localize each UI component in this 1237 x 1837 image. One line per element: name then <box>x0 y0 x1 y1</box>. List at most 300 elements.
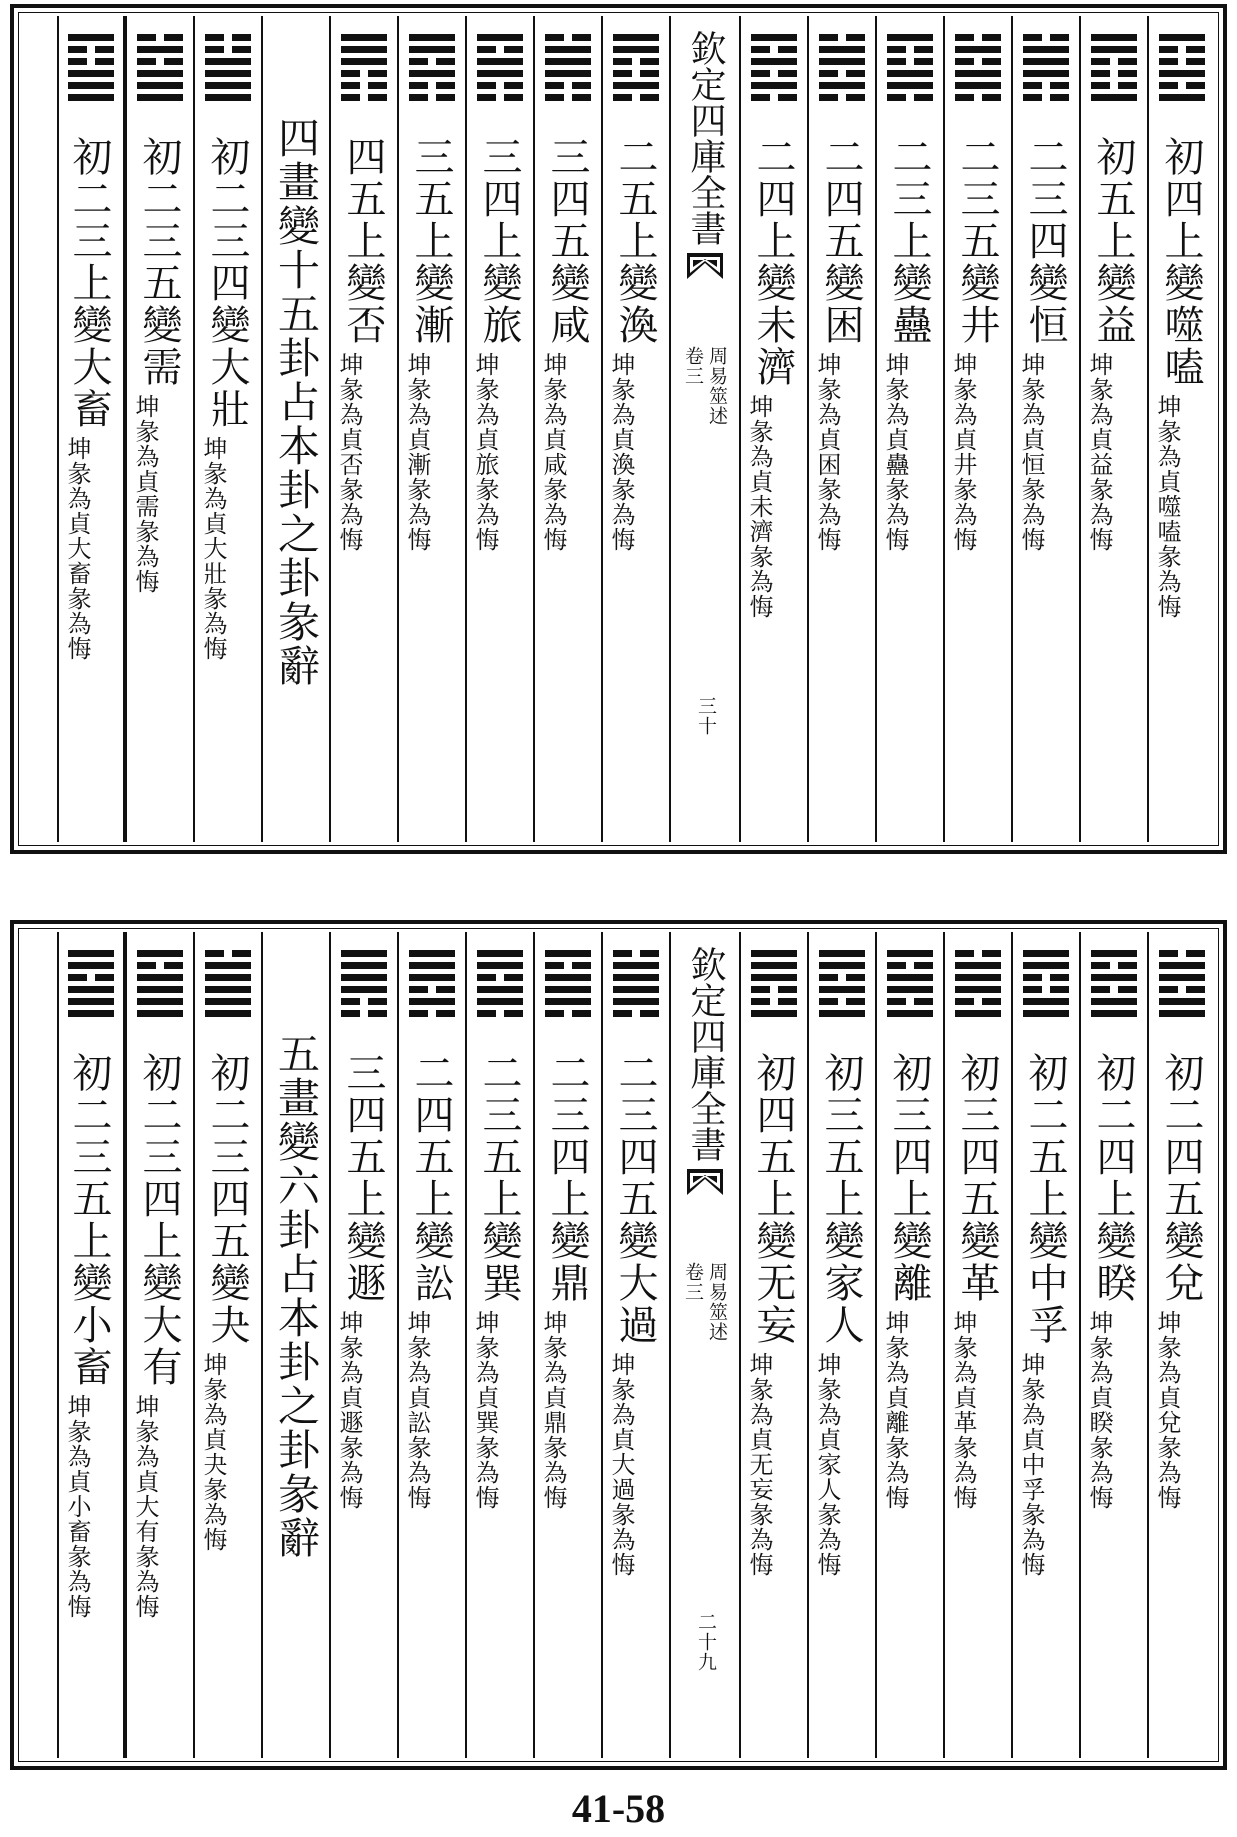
volume-label: 卷三 <box>682 346 704 386</box>
hexagram-icon <box>1091 34 1137 106</box>
line-segment <box>205 1010 251 1017</box>
line-segment <box>436 986 455 993</box>
section-heading-column <box>261 16 329 842</box>
hexagram-icon <box>613 950 659 1022</box>
hexagram-icon <box>819 34 865 106</box>
line-segment <box>95 974 114 981</box>
line-segment <box>341 94 360 101</box>
yin-line <box>613 94 659 101</box>
line-segment <box>1159 46 1178 53</box>
yang-line <box>613 998 659 1005</box>
yin-line <box>955 998 1001 1005</box>
hexagram-change-label: 四五上變否 <box>340 136 386 346</box>
line-segment <box>477 58 523 65</box>
line-segment <box>137 82 183 89</box>
volume-label: 卷三 <box>682 1262 704 1302</box>
center-fold-column <box>669 932 739 1758</box>
line-segment <box>887 94 906 101</box>
line-segment <box>477 1010 496 1017</box>
line-segment <box>751 998 770 1005</box>
judgment-note: 坤彖為貞需彖為悔 <box>131 394 159 594</box>
judgment-note: 坤彖為貞益彖為悔 <box>1085 352 1113 552</box>
yin-line <box>477 974 523 981</box>
yang-line <box>205 962 251 969</box>
line-segment <box>846 70 865 77</box>
yin-line <box>68 974 114 981</box>
hexagram-icon <box>1023 34 1069 106</box>
yin-line <box>613 58 659 65</box>
line-segment <box>205 962 251 969</box>
line-segment <box>68 974 87 981</box>
yang-line <box>205 986 251 993</box>
yang-line <box>1091 998 1137 1005</box>
yang-line <box>1091 974 1137 981</box>
hexagram-icon <box>1023 950 1069 1022</box>
line-segment <box>640 1010 659 1017</box>
line-segment <box>955 46 1001 53</box>
line-segment <box>751 82 797 89</box>
hexagram-column <box>533 932 601 1758</box>
line-segment <box>1023 70 1069 77</box>
yang-line <box>545 46 591 53</box>
line-segment <box>545 986 591 993</box>
yang-line <box>613 34 659 41</box>
line-segment <box>68 82 114 89</box>
line-segment <box>819 82 865 89</box>
yang-line <box>409 950 455 957</box>
line-segment <box>887 950 933 957</box>
line-segment <box>1159 34 1205 41</box>
line-segment <box>613 94 632 101</box>
yang-line <box>955 46 1001 53</box>
line-segment <box>341 950 387 957</box>
yin-line <box>887 94 933 101</box>
yang-line <box>1091 950 1137 957</box>
line-segment <box>613 34 659 41</box>
yin-line <box>955 94 1001 101</box>
line-segment <box>68 94 114 101</box>
line-segment <box>137 998 183 1005</box>
line-segment <box>341 986 387 993</box>
line-segment <box>368 70 387 77</box>
line-segment <box>504 46 523 53</box>
line-segment <box>1023 58 1069 65</box>
yin-line <box>545 1010 591 1017</box>
yin-line <box>613 1010 659 1017</box>
hexagram-column <box>1011 932 1079 1758</box>
line-segment <box>1159 974 1205 981</box>
section-heading-column <box>261 932 329 1758</box>
yang-line <box>819 58 865 65</box>
line-segment <box>887 46 906 53</box>
judgment-note: 坤彖為貞噬嗑彖為悔 <box>1153 394 1181 619</box>
yang-line <box>1091 94 1137 101</box>
line-segment <box>1118 962 1137 969</box>
yin-line <box>955 950 1001 957</box>
yin-line <box>887 46 933 53</box>
yin-line <box>887 998 933 1005</box>
line-segment <box>751 94 770 101</box>
yang-line <box>137 998 183 1005</box>
yin-line <box>205 950 251 957</box>
yang-line <box>819 962 865 969</box>
hexagram-icon <box>137 950 183 1022</box>
line-segment <box>955 974 1001 981</box>
yang-line <box>613 974 659 981</box>
yang-line <box>545 986 591 993</box>
judgment-note: 坤彖為貞恒彖為悔 <box>1017 352 1045 552</box>
yang-line <box>545 950 591 957</box>
yang-line <box>887 974 933 981</box>
yin-line <box>955 34 1001 41</box>
yang-line <box>887 82 933 89</box>
yang-line <box>341 34 387 41</box>
line-segment <box>205 46 224 53</box>
line-segment <box>751 34 797 41</box>
yang-line <box>205 1010 251 1017</box>
line-segment <box>572 82 591 89</box>
yang-line <box>137 1010 183 1017</box>
line-segment <box>887 998 906 1005</box>
line-segment <box>613 82 659 89</box>
line-segment <box>819 986 865 993</box>
hexagram-icon <box>955 34 1001 106</box>
line-segment <box>887 34 933 41</box>
line-segment <box>955 1010 1001 1017</box>
yin-line <box>819 974 865 981</box>
yang-line <box>1023 998 1069 1005</box>
yang-line <box>341 46 387 53</box>
line-segment <box>504 82 523 89</box>
line-segment <box>1023 986 1042 993</box>
judgment-note: 坤彖為貞蠱彖為悔 <box>881 352 909 552</box>
hexagram-column <box>329 16 397 842</box>
line-segment <box>819 58 865 65</box>
line-segment <box>1023 94 1042 101</box>
yang-line <box>68 94 114 101</box>
yin-line <box>341 94 387 101</box>
line-segment <box>819 34 838 41</box>
hexagram-change-label: 二四上變未濟 <box>750 136 796 388</box>
hexagram-icon <box>341 950 387 1022</box>
line-segment <box>1186 950 1205 957</box>
line-segment <box>751 962 797 969</box>
yang-line <box>137 974 183 981</box>
line-segment <box>955 82 1001 89</box>
hexagram-change-label: 二三上變蠱 <box>886 136 932 346</box>
line-segment <box>477 70 523 77</box>
line-segment <box>164 58 183 65</box>
page-panel-top <box>10 4 1227 854</box>
line-segment <box>1091 46 1137 53</box>
hexagram-change-label: 三四五上變遯 <box>340 1052 386 1304</box>
line-segment <box>341 82 360 89</box>
line-segment <box>545 94 564 101</box>
hexagram-change-label: 初二三上變大畜 <box>66 136 112 430</box>
yang-line <box>751 962 797 969</box>
yin-line <box>409 986 455 993</box>
hexagram-icon <box>955 950 1001 1022</box>
section-heading: 四畫變十五卦占本卦之卦彖辭 <box>272 116 321 688</box>
yin-line <box>1023 34 1069 41</box>
line-segment <box>205 34 224 41</box>
line-segment <box>1159 998 1205 1005</box>
yin-line <box>819 70 865 77</box>
line-segment <box>1118 70 1137 77</box>
yang-line <box>887 1010 933 1017</box>
yang-line <box>137 986 183 993</box>
line-segment <box>68 998 114 1005</box>
yang-line <box>477 998 523 1005</box>
line-segment <box>982 34 1001 41</box>
yang-line <box>137 70 183 77</box>
line-segment <box>1159 94 1205 101</box>
line-segment <box>68 962 114 969</box>
hexagram-column <box>193 16 261 842</box>
judgment-note: 坤彖為貞无妄彖為悔 <box>745 1352 773 1577</box>
yang-line <box>409 46 455 53</box>
yang-line <box>955 974 1001 981</box>
line-segment <box>613 974 659 981</box>
line-segment <box>68 986 114 993</box>
judgment-note: 坤彖為貞咸彖為悔 <box>539 352 567 552</box>
line-segment <box>137 34 156 41</box>
yin-line <box>477 46 523 53</box>
line-segment <box>819 962 865 969</box>
yin-line <box>1091 70 1137 77</box>
line-segment <box>955 58 974 65</box>
judgment-note: 坤彖為貞巽彖為悔 <box>471 1310 499 1510</box>
hexagram-icon <box>1159 950 1205 1022</box>
yin-line <box>1159 82 1205 89</box>
yang-line <box>819 986 865 993</box>
line-segment <box>409 1010 428 1017</box>
hexagram-change-label: 初二三四變大壯 <box>204 136 250 430</box>
yin-line <box>613 950 659 957</box>
line-segment <box>205 58 251 65</box>
book-title: 周易筮述 <box>706 346 728 426</box>
yang-line <box>887 986 933 993</box>
hexagram-change-label: 初四上變噬嗑 <box>1158 136 1204 388</box>
line-segment <box>368 1010 387 1017</box>
line-segment <box>137 94 183 101</box>
yin-line <box>545 82 591 89</box>
yang-line <box>1159 34 1205 41</box>
line-segment <box>640 70 659 77</box>
fish-tail-mark-icon <box>687 251 723 281</box>
yang-line <box>137 94 183 101</box>
yang-line <box>1023 46 1069 53</box>
hexagram-column <box>57 932 125 1758</box>
line-segment <box>982 58 1001 65</box>
hexagram-change-label: 初二三四上變大有 <box>136 1052 182 1388</box>
yang-line <box>751 82 797 89</box>
yin-line <box>751 70 797 77</box>
yang-line <box>955 70 1001 77</box>
line-segment <box>819 1010 865 1017</box>
yin-line <box>137 962 183 969</box>
judgment-note: 坤彖為貞大畜彖為悔 <box>63 436 91 661</box>
judgment-note: 坤彖為貞困彖為悔 <box>813 352 841 552</box>
yin-line <box>341 82 387 89</box>
judgment-note: 坤彖為貞旅彖為悔 <box>471 352 499 552</box>
line-segment <box>955 998 974 1005</box>
line-segment <box>95 58 114 65</box>
line-segment <box>164 34 183 41</box>
judgment-note: 坤彖為貞夬彖為悔 <box>199 1352 227 1552</box>
line-segment <box>613 998 659 1005</box>
line-segment <box>778 94 797 101</box>
line-segment <box>232 46 251 53</box>
yang-line <box>955 962 1001 969</box>
line-segment <box>436 1010 455 1017</box>
judgment-note: 坤彖為貞小畜彖為悔 <box>63 1394 91 1619</box>
line-segment <box>68 46 87 53</box>
line-segment <box>887 1010 933 1017</box>
line-segment <box>914 46 933 53</box>
line-segment <box>1023 974 1042 981</box>
line-segment <box>545 70 591 77</box>
line-segment <box>477 94 496 101</box>
yang-line <box>955 82 1001 89</box>
line-segment <box>68 70 114 77</box>
line-segment <box>545 58 591 65</box>
hexagram-change-label: 二三四上變鼎 <box>544 1052 590 1304</box>
line-segment <box>846 94 865 101</box>
hexagram-icon <box>205 34 251 106</box>
line-segment <box>137 58 156 65</box>
yin-line <box>1023 82 1069 89</box>
hexagram-column <box>57 16 125 842</box>
yin-line <box>1091 82 1137 89</box>
yin-line <box>1091 962 1137 969</box>
running-head: 欽定四庫全書 <box>685 946 726 1162</box>
hexagram-change-label: 三五上變漸 <box>408 136 454 346</box>
yin-line <box>545 94 591 101</box>
line-segment <box>751 58 797 65</box>
line-segment <box>914 94 933 101</box>
line-segment <box>1186 58 1205 65</box>
line-segment <box>545 34 564 41</box>
line-segment <box>477 986 523 993</box>
line-segment <box>409 58 428 65</box>
yin-line <box>751 94 797 101</box>
line-segment <box>409 94 428 101</box>
line-segment <box>955 986 1001 993</box>
folio-number: 三十 <box>695 696 717 736</box>
hexagram-column <box>465 932 533 1758</box>
hexagram-icon <box>887 950 933 1022</box>
line-segment <box>613 70 632 77</box>
yin-line <box>955 58 1001 65</box>
line-segment <box>409 986 428 993</box>
yang-line <box>205 94 251 101</box>
line-segment <box>545 950 591 957</box>
line-segment <box>68 34 114 41</box>
hexagram-column <box>601 16 669 842</box>
hexagram-icon <box>137 34 183 106</box>
yang-line <box>68 82 114 89</box>
line-segment <box>1091 82 1110 89</box>
yin-line <box>137 34 183 41</box>
line-segment <box>572 1010 591 1017</box>
hexagram-change-label: 初五上變益 <box>1090 136 1136 346</box>
line-segment <box>1091 70 1110 77</box>
line-segment <box>137 70 183 77</box>
yin-line <box>1091 986 1137 993</box>
line-segment <box>477 46 496 53</box>
hexagram-change-label: 二四五變困 <box>818 136 864 346</box>
judgment-note: 坤彖為貞睽彖為悔 <box>1085 1310 1113 1510</box>
hexagram-column <box>397 932 465 1758</box>
yang-line <box>1091 1010 1137 1017</box>
yang-line <box>751 34 797 41</box>
line-segment <box>545 1010 564 1017</box>
running-head: 欽定四庫全書 <box>685 30 726 246</box>
yang-line <box>819 46 865 53</box>
judgment-note: 坤彖為貞漸彖為悔 <box>403 352 431 552</box>
line-segment <box>914 962 933 969</box>
line-segment <box>368 998 387 1005</box>
yang-line <box>409 70 455 77</box>
yin-line <box>819 94 865 101</box>
line-segment <box>545 974 591 981</box>
hexagram-icon <box>477 34 523 106</box>
yang-line <box>613 986 659 993</box>
line-segment <box>1050 94 1069 101</box>
yin-line <box>751 986 797 993</box>
line-segment <box>341 962 387 969</box>
yang-line <box>137 82 183 89</box>
line-segment <box>205 70 251 77</box>
line-segment <box>1023 82 1042 89</box>
line-segment <box>1050 82 1069 89</box>
yin-line <box>1159 986 1205 993</box>
hexagram-change-label: 初三五上變家人 <box>818 1052 864 1346</box>
line-segment <box>1091 998 1137 1005</box>
line-segment <box>477 974 496 981</box>
hexagram-change-label: 二五上變渙 <box>612 136 658 346</box>
yang-line <box>1091 34 1137 41</box>
yang-line <box>819 950 865 957</box>
hexagram-icon <box>613 34 659 106</box>
line-segment <box>751 986 770 993</box>
hexagram-icon <box>205 950 251 1022</box>
hexagram-icon <box>341 34 387 106</box>
line-segment <box>982 950 1001 957</box>
yin-line <box>819 998 865 1005</box>
hexagram-column <box>533 16 601 842</box>
line-segment <box>68 950 114 957</box>
yang-line <box>1023 962 1069 969</box>
line-segment <box>887 70 933 77</box>
yang-line <box>887 70 933 77</box>
line-segment <box>572 962 591 969</box>
judgment-note: 坤彖為貞大有彖為悔 <box>131 1394 159 1619</box>
line-segment <box>751 1010 797 1017</box>
line-segment <box>751 974 797 981</box>
yang-line <box>955 986 1001 993</box>
yang-line <box>1159 94 1205 101</box>
yin-line <box>887 58 933 65</box>
line-segment <box>477 34 523 41</box>
hexagram-icon <box>545 34 591 106</box>
line-segment <box>1091 94 1137 101</box>
yang-line <box>477 950 523 957</box>
yang-line <box>477 70 523 77</box>
yang-line <box>409 34 455 41</box>
line-segment <box>409 46 455 53</box>
